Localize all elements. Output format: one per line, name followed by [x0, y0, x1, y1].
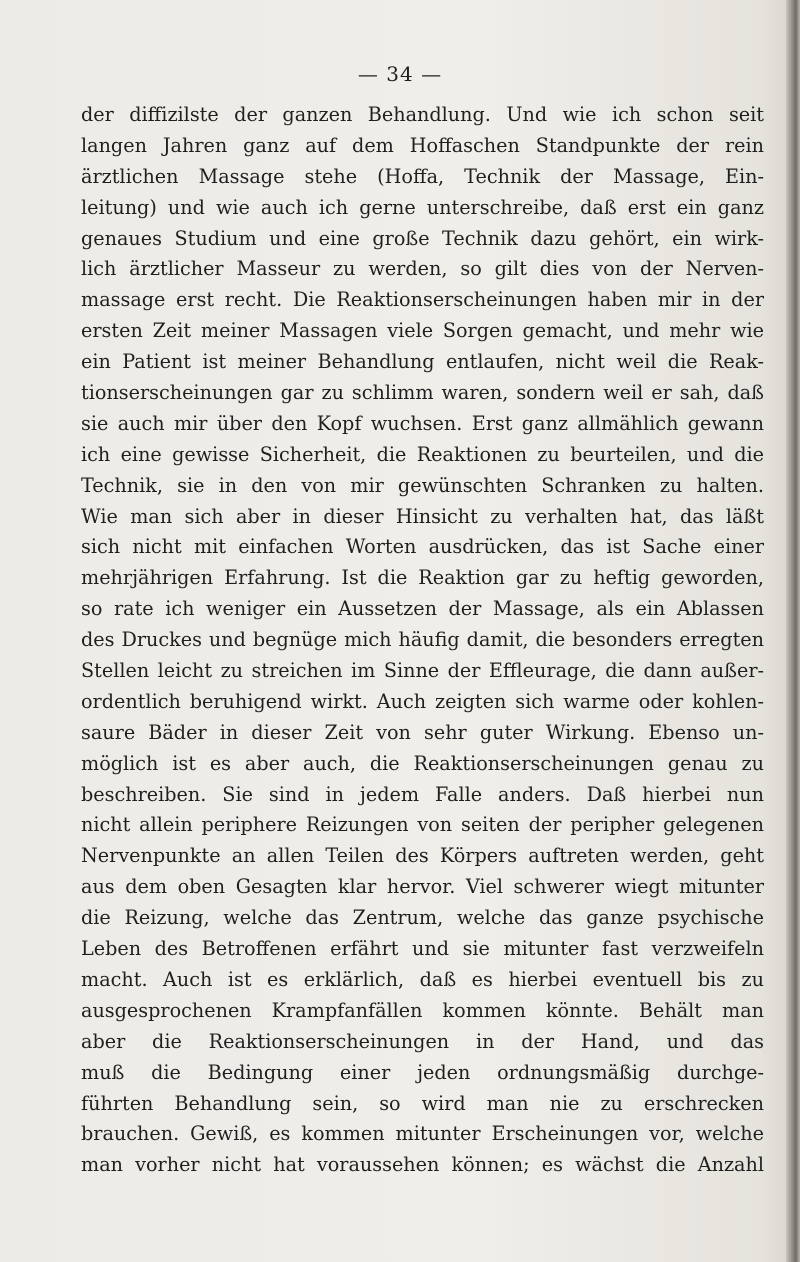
text-line: der diffizilste der ganzen Behandlung. Und wie ich schon seit	[81, 103, 764, 126]
text-line: ersten Zeit meiner Massagen viele Sorgen gemacht, und mehr wie	[81, 319, 764, 343]
text-line: tionserscheinungen gar zu schlimm waren, sondern weil er sah, daß	[81, 381, 764, 405]
text-line: Leben des Betroffenen erfährt und sie mitunter fast verzweifeln	[81, 937, 764, 961]
text-line: sie auch mir über den Kopf wuchsen. Erst ganz allmählich gewann	[81, 411, 764, 435]
text-line: Technik, sie in den von mir gewünschten Schranken zu halten.	[81, 473, 764, 497]
text-line: massage erst recht. Die Reaktionserscheinungen haben mir in der	[81, 288, 764, 312]
text-line: brauchen. Gewiß, es kommen mitunter Erscheinungen vor, welche	[81, 1122, 764, 1146]
text-line: ordentlich beruhigend wirkt. Auch zeigten sich warme oder kohlen-	[81, 689, 764, 713]
text-line: ein Patient ist meiner Behandlung entlaufen, nicht weil die Reak-	[81, 350, 764, 374]
text-line: Nervenpunkte an allen Teilen des Körpers auftreten werden, geht	[81, 844, 764, 868]
text-line: lich ärztlicher Masseur zu werden, so gilt dies von der Nerven-	[81, 257, 764, 281]
text-line: so rate ich weniger ein Aussetzen der Massage, als ein Ablassen	[81, 597, 764, 621]
text-line: man vorher nicht hat voraussehen können; es wächst die Anzahl	[81, 1153, 764, 1177]
text-line: macht. Auch ist es erklärlich, daß es hierbei eventuell bis zu	[81, 967, 764, 991]
text-line: sich nicht mit einfachen Worten ausdrücken, das ist Sache einer	[81, 535, 764, 559]
text-line: Wie man sich aber in dieser Hinsicht zu verhalten hat, das läßt	[81, 504, 764, 528]
text-line: leitung) und wie auch ich gerne unterschreibe, daß erst ein ganz	[81, 195, 764, 219]
text-line: mehrjährigen Erfahrung. Ist die Reaktion gar zu heftig geworden,	[81, 566, 764, 590]
text-line: ausgesprochenen Krampfanfällen kommen könnte. Behält man	[81, 998, 764, 1022]
text-line: möglich ist es aber auch, die Reaktionserscheinungen genau zu	[81, 751, 764, 775]
text-line: des Druckes und begnüge mich häufig damit, die besonders erregten	[81, 628, 764, 652]
text-line: die Reizung, welche das Zentrum, welche das ganze psychische	[81, 906, 764, 930]
text-line: aus dem oben Gesagten klar hervor. Viel schwerer wiegt mitunter	[81, 875, 764, 899]
text-line: beschreiben. Sie sind in jedem Falle anders. Daß hierbei nun	[81, 782, 764, 806]
text-line: langen Jahren ganz auf dem Hoffaschen Standpunkte der rein	[81, 133, 764, 157]
page-number: — 34 —	[357, 62, 443, 86]
text-line: genaues Studium und eine große Technik dazu gehört, ein wirk-	[81, 226, 764, 250]
body-text	[81, 100, 764, 1181]
text-line: muß die Bedingung einer jeden ordnungsmäßig durchge-	[81, 1060, 764, 1084]
page-edge-shadow	[786, 0, 800, 1262]
text-line: ärztlichen Massage stehe (Hoffa, Technik der Massage, Ein-	[81, 164, 764, 188]
text-line: aber die Reaktionserscheinungen in der Hand, und das	[81, 1029, 764, 1053]
text-line: führten Behandlung sein, so wird man nie zu erschrecken	[81, 1091, 764, 1115]
text-line: saure Bäder in dieser Zeit von sehr guter Wirkung. Ebenso un-	[81, 720, 764, 744]
text-line: nicht allein periphere Reizungen von seiten der peripher gelegenen	[81, 813, 764, 837]
text-line: ich eine gewisse Sicherheit, die Reaktionen zu beurteilen, und die	[81, 442, 764, 466]
text-line: Stellen leicht zu streichen im Sinne der Effleurage, die dann außer-	[81, 659, 764, 683]
